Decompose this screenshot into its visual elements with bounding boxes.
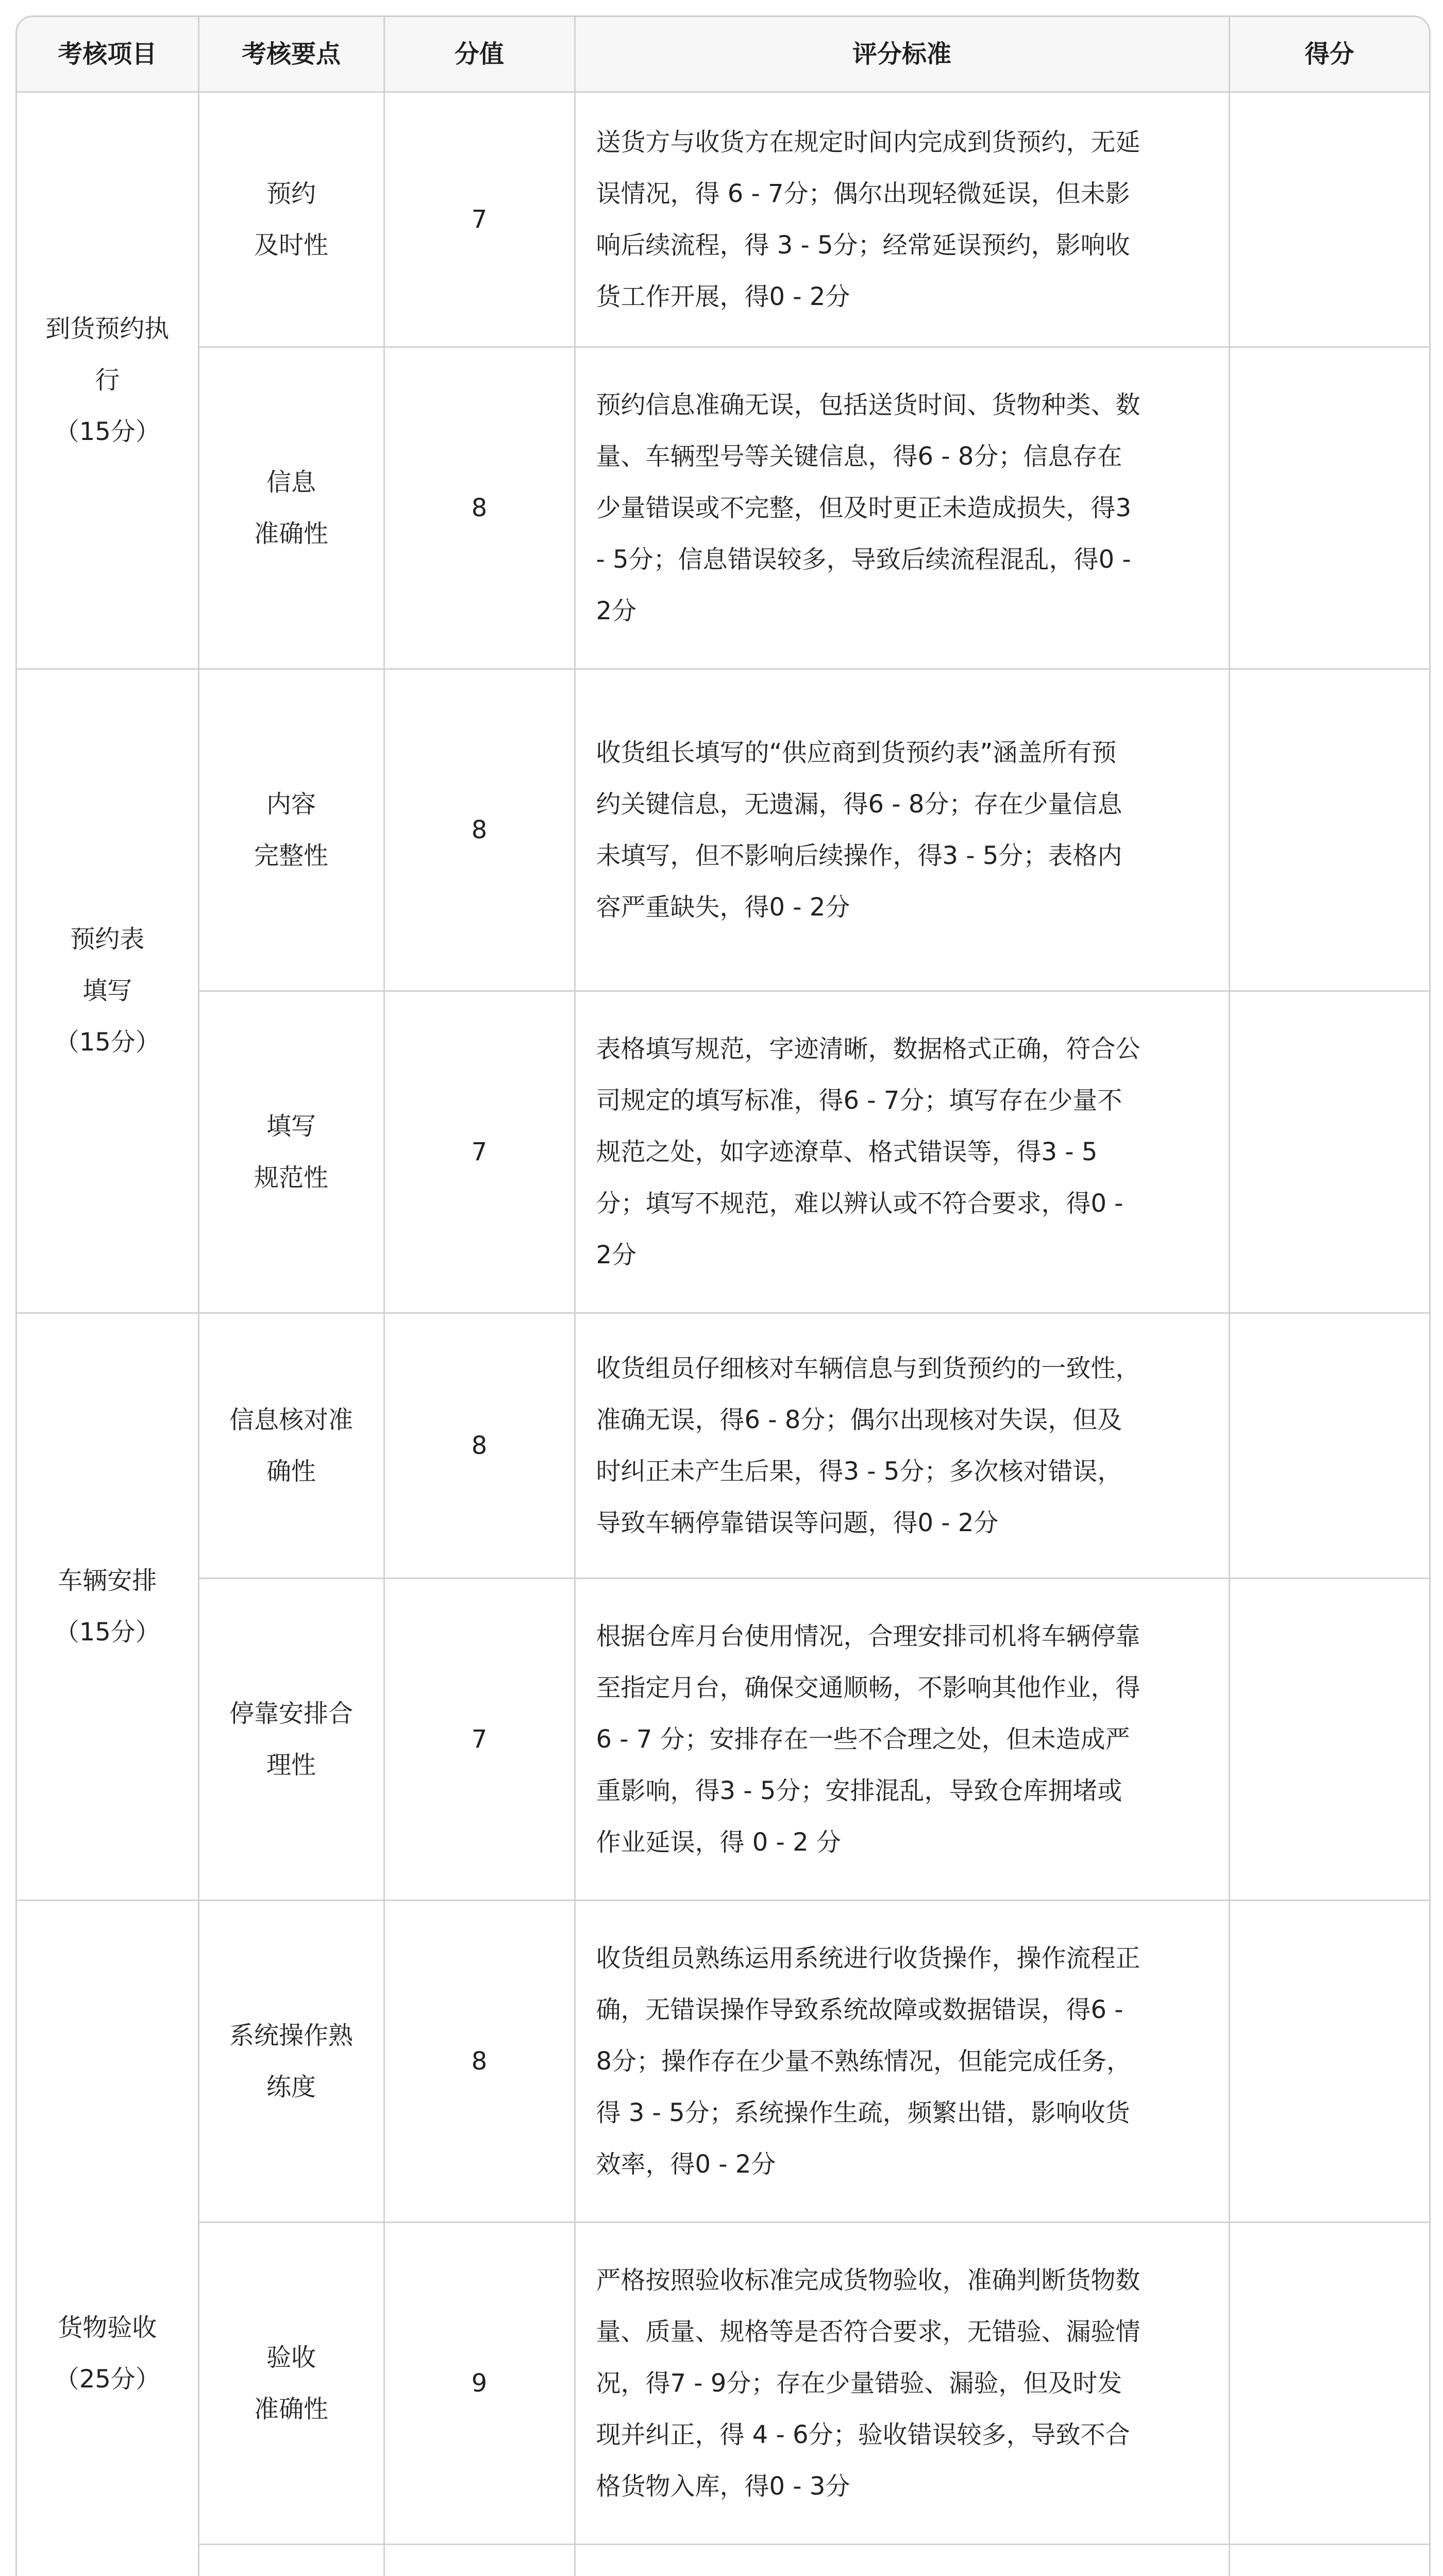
category-name-line: 货物验收 — [58, 2313, 157, 2342]
category-name-line: （25分） — [54, 2365, 160, 2394]
obtained-score-cell[interactable] — [1229, 1900, 1429, 2222]
point-cell — [198, 2544, 384, 2576]
point-name-line: 信息核对准 — [229, 1405, 353, 1434]
header-row — [17, 17, 1429, 92]
table-row — [17, 347, 1429, 669]
criteria-line: 8分；操作存在少量不熟练情况，但能完成任务， — [596, 2046, 1132, 2076]
point-name-line: 规范性 — [254, 1163, 328, 1192]
header-standard: 评分标准 — [575, 17, 1229, 92]
obtained-score-cell[interactable] — [1229, 2544, 1429, 2576]
category-name-line: 到货预约执 — [45, 314, 170, 343]
evaluation-table — [17, 17, 1429, 2576]
criteria-line: 量、车辆型号等关键信息，得6 - 8分；信息存在 — [596, 442, 1122, 471]
score-value: 8 — [384, 347, 575, 669]
header-point: 考核要点 — [198, 17, 384, 92]
criteria-line: - 5分；信息错误较多，导致后续流程混乱，得0 - — [596, 545, 1131, 574]
point-cell — [198, 991, 384, 1313]
table-row — [17, 2544, 1429, 2576]
table-row — [17, 92, 1429, 347]
criteria-line: 6 - 7 分；安排存在一些不合理之处，但未造成严 — [596, 1724, 1130, 1754]
obtained-score-cell[interactable] — [1229, 2222, 1429, 2544]
table-row — [17, 1313, 1429, 1578]
criteria-line: 作业延误，得 0 - 2 分 — [596, 1827, 841, 1857]
score-value: 8 — [384, 669, 575, 991]
category-name-line: 填写 — [82, 976, 132, 1005]
score-sheet — [15, 15, 1431, 2576]
point-name-line: 确性 — [266, 1456, 316, 1486]
obtained-score-cell[interactable] — [1229, 1313, 1429, 1578]
criteria-line: 时纠正未产生后果，得3 - 5分；多次核对错误， — [596, 1456, 1122, 1486]
point-name-line: 信息 — [266, 467, 316, 497]
criteria-line: 况，得7 - 9分；存在少量错验、漏验，但及时发 — [596, 2368, 1122, 2398]
table-row — [17, 1578, 1429, 1900]
category-name-line: （15分） — [54, 417, 160, 446]
criteria-line: 收货组长填写的“供应商到货预约表”涵盖所有预 — [596, 738, 1117, 767]
score-value: 7 — [384, 991, 575, 1313]
criteria-line: 导致车辆停靠错误等问题，得0 - 2分 — [596, 1508, 999, 1537]
point-cell — [198, 1313, 384, 1578]
criteria-line: 准确无误，得6 - 8分；偶尔出现核对失误，但及 — [596, 1405, 1122, 1434]
criteria-cell — [575, 1313, 1229, 1578]
category-name-line: 预约表 — [70, 925, 145, 954]
criteria-line: 效率，得0 - 2分 — [596, 2149, 776, 2179]
point-name-line: 系统操作熟 — [229, 2021, 353, 2050]
obtained-score-cell[interactable] — [1229, 92, 1429, 347]
category-cell — [17, 1900, 198, 2576]
header-item: 考核项目 — [17, 17, 198, 92]
score-value: 8 — [384, 1313, 575, 1578]
point-name-line: 预约 — [266, 179, 316, 208]
category-name-line: （15分） — [54, 1618, 160, 1647]
criteria-line: 送货方与收货方在规定时间内完成到货预约，无延 — [596, 127, 1140, 157]
criteria-line: 误情况，得 6 - 7分；偶尔出现轻微延误，但未影 — [596, 179, 1130, 208]
criteria-line: 严格按照验收标准完成货物验收，准确判断货物数 — [596, 2265, 1140, 2295]
criteria-line: 容严重缺失，得0 - 2分 — [596, 892, 850, 922]
table-row — [17, 2222, 1429, 2544]
category-name-line: （15分） — [54, 1028, 160, 1057]
point-name-line: 练度 — [266, 2072, 316, 2102]
point-name-line: 准确性 — [254, 2394, 328, 2424]
obtained-score-cell[interactable] — [1229, 991, 1429, 1313]
criteria-line: 规范之处，如字迹潦草、格式错误等，得3 - 5 — [596, 1137, 1098, 1166]
category-name-line: 行 — [95, 366, 120, 395]
criteria-cell — [575, 991, 1229, 1313]
obtained-score-cell[interactable] — [1229, 347, 1429, 669]
criteria-line: 重影响，得3 - 5分；安排混乱，导致仓库拥堵或 — [596, 1776, 1122, 1805]
obtained-score-cell[interactable] — [1229, 1578, 1429, 1900]
criteria-cell — [575, 669, 1229, 991]
criteria-line: 量、质量、规格等是否符合要求，无错验、漏验情 — [596, 2317, 1140, 2346]
header-obtained: 得分 — [1229, 17, 1429, 92]
criteria-line: 2分 — [596, 1240, 637, 1269]
criteria-line: 得 3 - 5分；系统操作生疏，频繁出错，影响收货 — [596, 2098, 1130, 2127]
score-value: 7 — [384, 92, 575, 347]
criteria-line: 确，无错误操作导致系统故障或数据错误，得6 - — [596, 1995, 1123, 2024]
criteria-line: 未填写，但不影响后续操作，得3 - 5分；表格内 — [596, 841, 1122, 870]
criteria-line: 约关键信息，无遗漏，得6 - 8分；存在少量信息 — [596, 789, 1122, 819]
criteria-line: 预约信息准确无误，包括送货时间、货物种类、数 — [596, 390, 1140, 419]
obtained-score-cell[interactable] — [1229, 669, 1429, 991]
score-value: 7 — [384, 1578, 575, 1900]
criteria-line — [596, 2572, 1204, 2576]
point-cell — [198, 1900, 384, 2222]
point-cell — [198, 347, 384, 669]
criteria-line: 分；填写不规范，难以辨认或不符合要求，得0 - — [596, 1189, 1123, 1218]
category-name-line: 车辆安排 — [58, 1566, 157, 1595]
point-name-line: 理性 — [266, 1750, 316, 1780]
criteria-cell — [575, 1578, 1229, 1900]
table-row — [17, 991, 1429, 1313]
point-name-line: 填写 — [266, 1111, 316, 1141]
score-value — [384, 2544, 575, 2576]
criteria-cell — [575, 1900, 1229, 2222]
criteria-line: 少量错误或不完整，但及时更正未造成损失，得3 — [596, 493, 1132, 522]
point-name-line: 验收 — [266, 2343, 316, 2372]
score-value: 8 — [384, 1900, 575, 2222]
criteria-line: 响后续流程，得 3 - 5分；经常延误预约，影响收 — [596, 230, 1130, 260]
category-cell — [17, 1313, 198, 1900]
criteria-cell — [575, 347, 1229, 669]
criteria-line: 现并纠正，得 4 - 6分；验收错误较多，导致不合 — [596, 2420, 1130, 2449]
point-name-line: 完整性 — [254, 841, 328, 870]
point-name-line: 内容 — [266, 789, 316, 819]
table-body — [17, 92, 1429, 2576]
criteria-cell — [575, 92, 1229, 347]
score-value: 9 — [384, 2222, 575, 2544]
point-name-line: 及时性 — [254, 230, 328, 260]
criteria-line: 司规定的填写标准，得6 - 7分；填写存在少量不 — [596, 1086, 1122, 1115]
criteria-line: 至指定月台，确保交通顺畅，不影响其他作业，得 — [596, 1673, 1140, 1702]
criteria-cell — [575, 2222, 1229, 2544]
point-name-line: 准确性 — [254, 519, 328, 548]
point-cell — [198, 1578, 384, 1900]
header-score: 分值 — [384, 17, 575, 92]
criteria-line: 货工作开展，得0 - 2分 — [596, 282, 850, 311]
category-cell — [17, 92, 198, 669]
criteria-line: 根据仓库月台使用情况，合理安排司机将车辆停靠 — [596, 1621, 1140, 1651]
category-cell — [17, 669, 198, 1313]
point-cell — [198, 669, 384, 991]
criteria-cell — [575, 2544, 1229, 2576]
criteria-line: 表格填写规范，字迹清晰，数据格式正确，符合公 — [596, 1034, 1140, 1063]
criteria-line: 2分 — [596, 596, 637, 625]
point-name-line: 停靠安排合 — [229, 1699, 353, 1728]
point-cell — [198, 2222, 384, 2544]
point-cell — [198, 92, 384, 347]
criteria-line: 收货组员仔细核对车辆信息与到货预约的一致性， — [596, 1353, 1140, 1383]
criteria-line: 格货物入库，得0 - 3分 — [596, 2471, 850, 2501]
criteria-line: 收货组员熟练运用系统进行收货操作，操作流程正 — [596, 1943, 1140, 1973]
table-row — [17, 1900, 1429, 2222]
table-row — [17, 669, 1429, 991]
